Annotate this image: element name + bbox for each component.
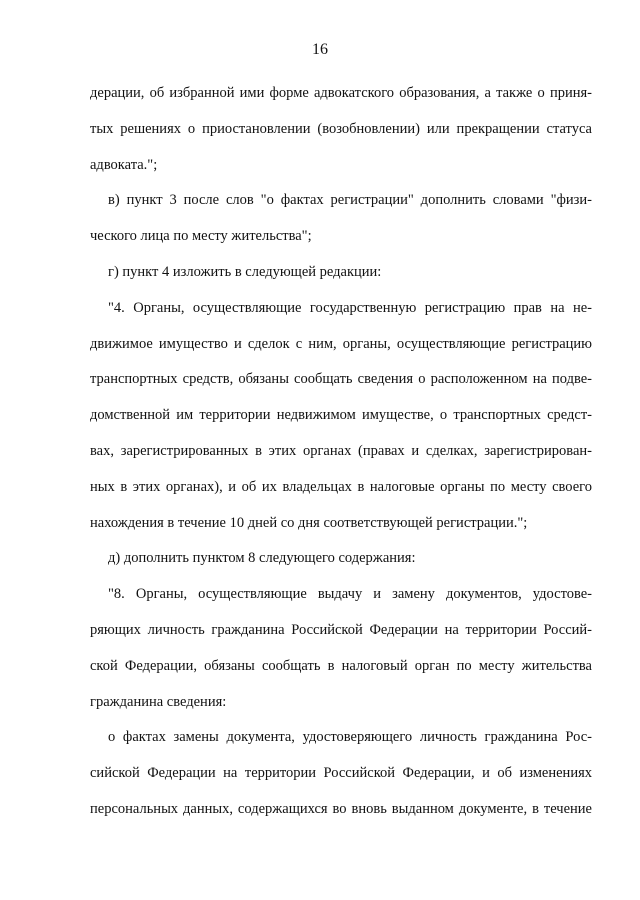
- text-line: о фактах замены документа, удостоверяющего личность гражданина Рос-: [108, 729, 592, 746]
- text-line: "8. Органы, осуществляющие выдачу и замену документов, удостове-: [108, 586, 592, 603]
- text-line: вах, зарегистрированных в этих органах (правах и сделках, зарегистрирован-: [90, 442, 592, 459]
- text-line: движимое имущество и сделок с ним, органы, осуществляющие регистрацию: [90, 335, 592, 352]
- text-line: персональных данных, содержащихся во вновь выданном документе, в течение: [90, 800, 592, 817]
- text-line: нахождения в течение 10 дней со дня соответствующей регистрации.";: [90, 514, 528, 531]
- text-line: ных в этих органах), и об их владельцах в налоговые органы по месту своего: [90, 478, 592, 495]
- document-body: [90, 76, 592, 828]
- text-line: транспортных средств, обязаны сообщать сведения о расположенном на подве-: [90, 371, 592, 388]
- text-line: ряющих личность гражданина Российской Федерации на территории Россий-: [90, 621, 592, 638]
- text-line: тых решениях о приостановлении (возобновлении) или прекращении статуса: [90, 120, 592, 137]
- text-line: "4. Органы, осуществляющие государственную регистрацию прав на не-: [108, 299, 592, 316]
- text-line: ской Федерации, обязаны сообщать в налоговый орган по месту жительства: [90, 657, 592, 674]
- text-line: гражданина сведения:: [90, 693, 227, 710]
- text-line: дерации, об избранной ими форме адвокатского образования, а также о приня-: [90, 85, 592, 101]
- text-line: адвоката.";: [90, 156, 158, 173]
- text-line: сийской Федерации на территории Российской Федерации, и об изменениях: [90, 765, 592, 782]
- text-line: в) пункт 3 после слов "о фактах регистрации" дополнить словами "физи-: [108, 192, 592, 209]
- text-line: д) дополнить пунктом 8 следующего содержания:: [108, 550, 416, 567]
- page-number: 16: [312, 41, 328, 58]
- text-line: г) пункт 4 изложить в следующей редакции:: [108, 263, 382, 280]
- text-line: ческого лица по месту жительства";: [90, 228, 312, 245]
- text-line: домственной им территории недвижимом имуществе, о транспортных средст-: [90, 407, 592, 424]
